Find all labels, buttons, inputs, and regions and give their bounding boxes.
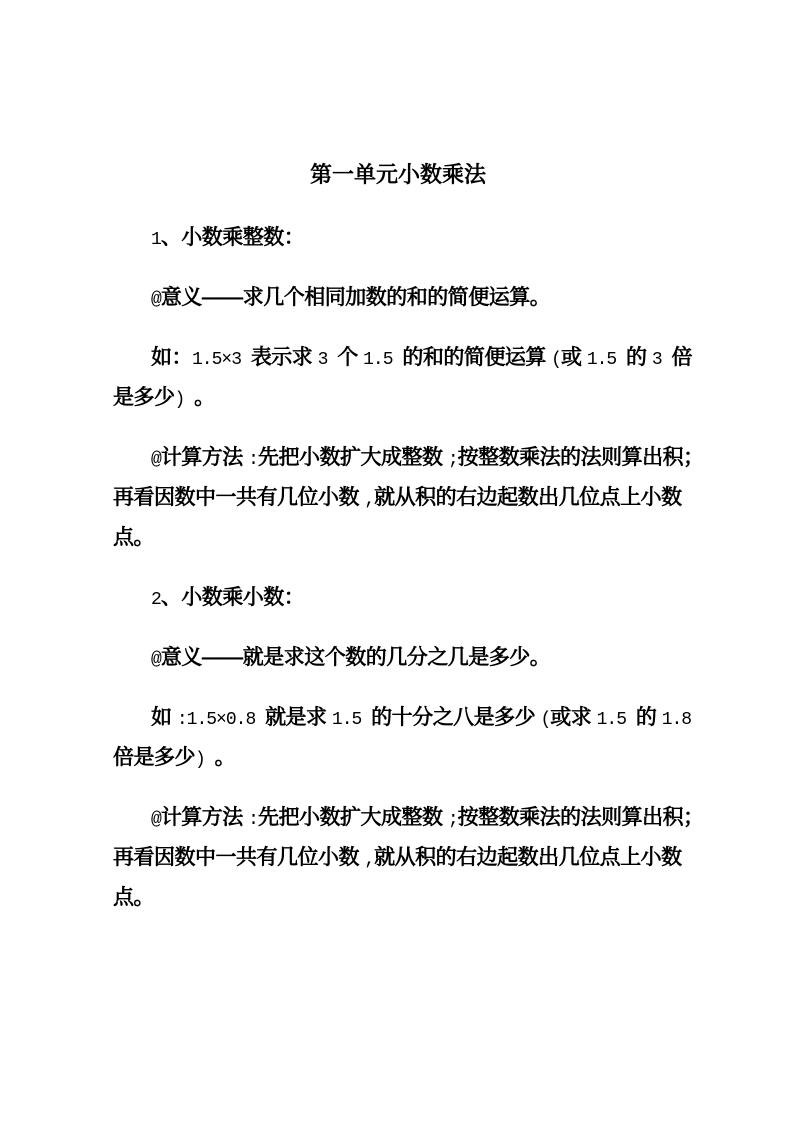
text-run: 2 [151,590,161,610]
text-run: 1.8 [661,710,692,730]
text-run: 。 [194,386,215,409]
text-run: 1.5 [586,350,627,370]
text-run: ( [551,350,561,370]
text-run: 1.5 [596,710,636,730]
text-run: 3 [317,350,338,370]
text-run: 就从积的右边起数出几位点上小数 [374,486,682,509]
text-line [113,218,683,258]
text-run: :1.5×0.8 [176,710,266,730]
text-run: @ [151,650,161,670]
text-run: 先把小数扩大成整数 [257,446,448,469]
text-line [113,518,683,558]
paragraph-meaning-1 [113,278,683,318]
text-run: 表示求 [250,346,318,369]
paragraph-example-2 [113,698,692,778]
text-run: 再看因数中一共有几位小数 [113,846,365,869]
text-line [113,698,692,738]
text-run: 、小数乘小数： [160,586,305,609]
paragraph-method-2 [113,798,704,918]
text-run: @ [151,810,161,830]
text-run: 或 [560,346,587,369]
text-run: 1 [151,230,161,250]
paragraph-meaning-2 [113,638,683,678]
text-line [113,338,692,378]
text-run: 1.5 [331,710,372,730]
text-run: , [364,490,375,510]
text-run: 点。 [113,886,154,909]
text-line [113,578,683,618]
text-run: ) [195,750,215,770]
text-line [113,278,683,318]
text-line [113,378,683,418]
text-line [113,878,683,918]
paragraph-heading-2 [113,578,683,618]
text-line [113,798,704,838]
text-run: 。 [214,746,236,769]
text-run: ; [447,450,458,470]
text-run: 按整数乘法的法则算出积； [457,806,704,829]
document-title: 第一单元小数乘法 [309,162,486,187]
text-run: 3 [651,350,672,370]
text-line [113,838,683,878]
text-run: 如 [151,706,177,729]
text-run: @ [151,290,161,310]
text-run: 的和的简便运算 [402,346,552,369]
text-run: 倍是多少 [113,746,195,769]
text-line [113,738,683,778]
text-line [113,478,683,518]
text-run: 意义——求几个相同加数的和的简便运算。 [160,286,551,309]
text-run: : [248,810,258,830]
text-run: ( [540,710,551,730]
text-run: 意义——就是求这个数的几分之几是多少。 [160,646,551,669]
text-run: 的 [626,346,652,369]
text-run: @ [151,450,161,470]
text-run: 个 [337,346,364,369]
text-run: 如： [151,346,192,369]
text-run: : [248,450,258,470]
text-run: 的 [635,706,662,729]
text-run: 按整数乘法的法则算出积； [457,446,704,469]
text-line [113,438,704,478]
text-run: ) [174,390,195,410]
paragraph-method-1 [113,438,704,558]
text-run: 先把小数扩大成整数 [257,806,448,829]
text-run: 就是求 [265,706,332,729]
text-run: 就从积的右边起数出几位点上小数 [374,846,682,869]
text-run: ; [447,810,458,830]
text-run: 再看因数中一共有几位小数 [113,486,365,509]
text-line [113,638,683,678]
text-run: 点。 [113,526,154,549]
text-run: 1.5 [363,350,403,370]
text-run: 1.5×3 [192,350,251,370]
text-run: 或求 [550,706,597,729]
paragraph-heading-1 [113,218,683,258]
text-run: 、小数乘整数： [160,226,305,249]
document-body [113,218,704,918]
text-run: 倍 [671,346,692,369]
paragraph-example-1 [113,338,692,418]
text-run: 计算方法 [160,446,249,469]
text-run: , [364,850,375,870]
text-run: 是多少 [113,386,175,409]
text-run: 的十分之八是多少 [371,706,541,729]
text-run: 计算方法 [160,806,249,829]
